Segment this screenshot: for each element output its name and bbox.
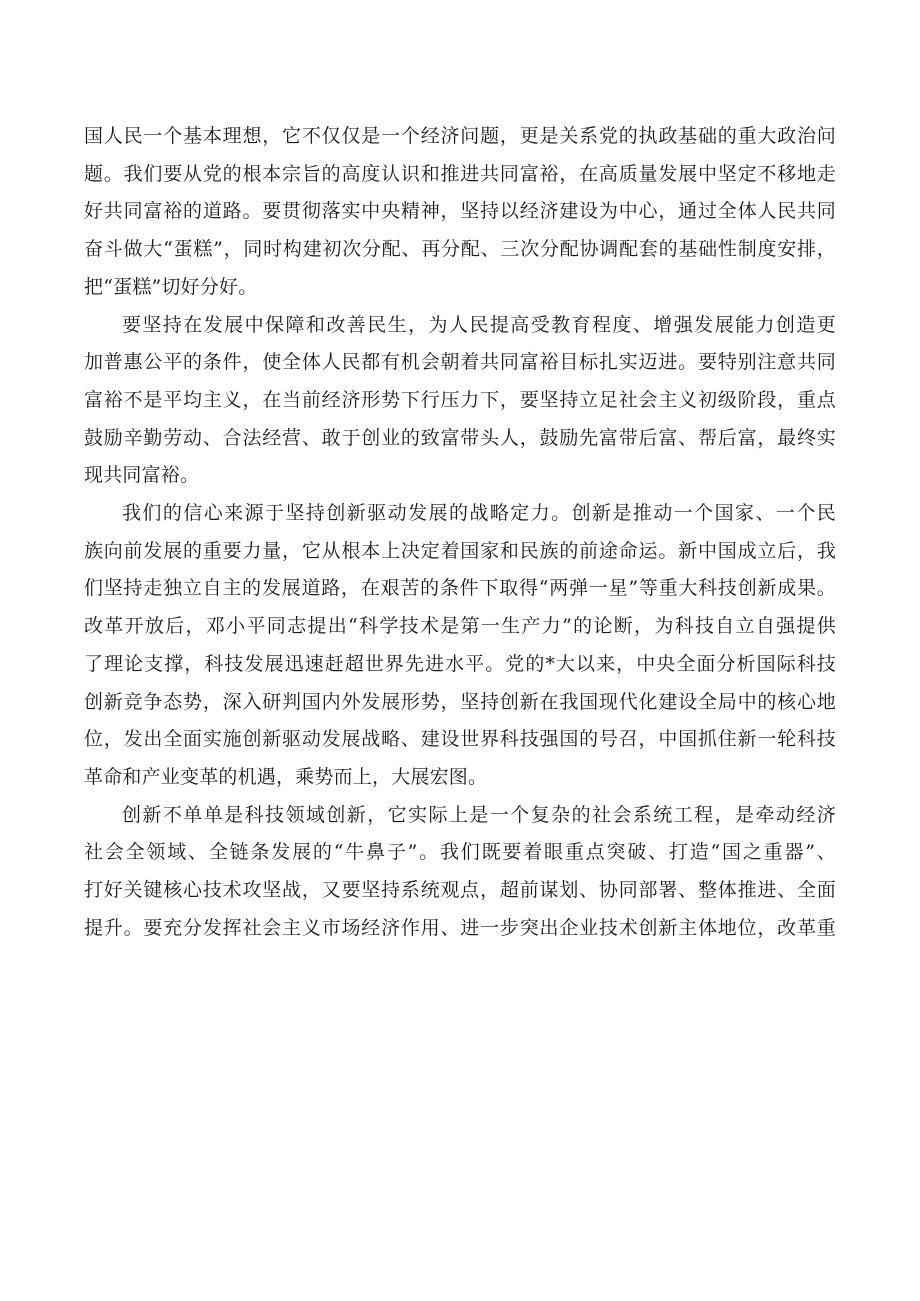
text-line: 创新竞争态势，深入研判国内外发展形势，坚持创新在我国现代化建设全局中的核心地	[84, 690, 836, 713]
text-line: 了理论支撑，科技发展迅速赶超世界先进水平。党的*大以来，中央全面分析国际科技	[84, 652, 836, 675]
paragraph-1	[84, 118, 836, 307]
text-line: 位，发出全面实施创新驱动发展战略、建设世界科技强国的号召，中国抓住新一轮科技	[84, 728, 836, 751]
paragraph-2	[84, 307, 836, 496]
text-line: 富裕不是平均主义，在当前经济形势下行压力下，要坚持立足社会主义初级阶段，重点	[84, 388, 836, 411]
text-line: 革命和产业变革的机遇，乘势而上，大展宏图。	[84, 765, 488, 788]
paragraph-3	[84, 495, 836, 797]
text-line: 好共同富裕的道路。要贯彻落实中央精神，坚持以经济建设为中心，通过全体人民共同	[84, 200, 836, 223]
text-line: 提升。要充分发挥社会主义市场经济作用、进一步突出企业技术创新主体地位，改革重	[84, 916, 836, 939]
text-line: 们坚持走独立自主的发展道路，在艰苦的条件下取得“两弹一星”等重大科技创新成果。	[84, 577, 836, 600]
text-line: 打好关键核心技术攻坚战，又要坚持系统观点，超前谋划、协同部署、整体推进、全面	[84, 879, 836, 902]
text-line: 社会全领域、全链条发展的“牛鼻子”。我们既要着眼重点突破、打造“国之重器”、	[84, 841, 836, 864]
text-line: 要坚持在发展中保障和改善民生，为人民提高受教育程度、增强发展能力创造更	[122, 313, 836, 336]
text-line: 把“蛋糕”切好分好。	[84, 275, 258, 298]
text-line: 题。我们要从党的根本宗旨的高度认识和推进共同富裕，在高质量发展中坚定不移地走	[84, 162, 836, 185]
text-line: 现共同富裕。	[84, 464, 200, 487]
paragraph-4	[84, 797, 836, 948]
text-line: 国人民一个基本理想，它不仅仅是一个经济问题，更是关系党的执政基础的重大政治问	[84, 125, 836, 147]
text-line: 加普惠公平的条件，使全体人民都有机会朝着共同富裕目标扎实迈进。要特别注意共同	[84, 351, 836, 374]
text-line: 鼓励辛勤劳动、合法经营、敢于创业的致富带头人，鼓励先富带后富、帮后富，最终实	[84, 426, 836, 449]
document-body	[84, 118, 836, 947]
text-line: 奋斗做大“蛋糕”，同时构建初次分配、再分配、三次分配协调配套的基础性制度安排，	[84, 238, 836, 261]
text-line: 我们的信心来源于坚持创新驱动发展的战略定力。创新是推动一个国家、一个民	[122, 502, 836, 525]
text-line: 改革开放后，邓小平同志提出“科学技术是第一生产力”的论断，为科技自立自强提供	[84, 615, 836, 638]
text-line: 族向前发展的重要力量，它从根本上决定着国家和民族的前途命运。新中国成立后，我	[84, 539, 836, 562]
text-line: 创新不单单是科技领域创新，它实际上是一个复杂的社会系统工程，是牵动经济	[122, 803, 836, 826]
